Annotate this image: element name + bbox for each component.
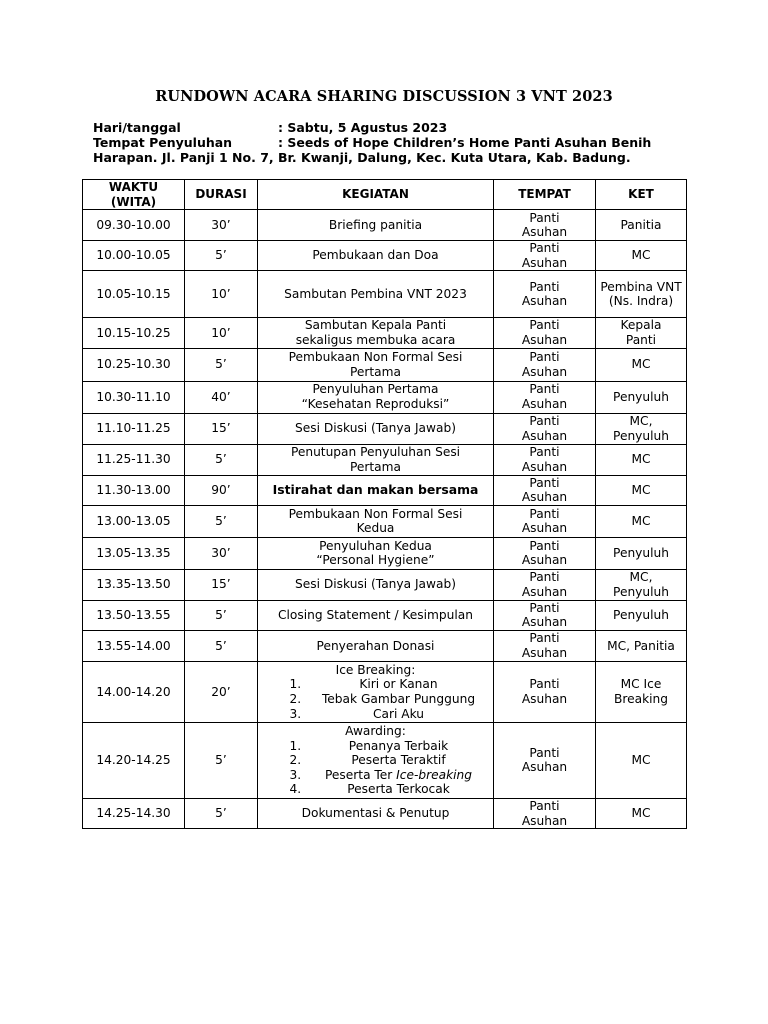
cell-waktu: 13.00-13.05 bbox=[83, 505, 185, 537]
cell-tempat bbox=[494, 569, 596, 600]
cell-durasi: 90’ bbox=[185, 475, 258, 505]
table-row bbox=[83, 475, 687, 505]
cell-kegiatan: Sambutan Pembina VNT 2023 bbox=[258, 271, 494, 318]
cell-tempat-text: Panti Asuhan bbox=[521, 382, 568, 412]
cell-tempat-text: Panti Asuhan bbox=[521, 600, 568, 630]
table-row bbox=[83, 537, 687, 569]
cell-tempat bbox=[494, 413, 596, 444]
header-waktu-text: WAKTU (WITA) bbox=[108, 180, 159, 209]
cell-ket bbox=[596, 413, 687, 444]
rundown-table bbox=[82, 179, 687, 829]
cell-tempat bbox=[494, 661, 596, 722]
cell-kegiatan bbox=[258, 381, 494, 413]
table-row bbox=[83, 661, 687, 722]
cell-kegiatan: Dokumentasi & Penutup bbox=[258, 798, 494, 828]
cell-kegiatan bbox=[258, 444, 494, 475]
cell-tempat bbox=[494, 505, 596, 537]
cell-ket-text: MC, Penyuluh bbox=[613, 570, 669, 599]
cell-kegiatan-text: Penutupan Penyuluhan Sesi Pertama bbox=[290, 444, 461, 474]
cell-ket: MC bbox=[596, 505, 687, 537]
cell-kegiatan-heading: Awarding: bbox=[345, 723, 406, 738]
cell-tempat-text: Panti Asuhan bbox=[521, 349, 568, 379]
cell-ket bbox=[596, 271, 687, 318]
cell-durasi: 10’ bbox=[185, 318, 258, 348]
list-item: 2. Peserta Teraktif bbox=[305, 753, 490, 768]
list-item-italic-text: Ice-breaking bbox=[396, 767, 472, 782]
table-row bbox=[83, 722, 687, 798]
list-item: 1. Penanya Terbaik bbox=[305, 739, 490, 754]
header-durasi: DURASI bbox=[185, 180, 258, 210]
cell-tempat-text: Panti Asuhan bbox=[521, 570, 568, 599]
cell-durasi: 5’ bbox=[185, 722, 258, 798]
cell-tempat-text: Panti Asuhan bbox=[521, 210, 568, 240]
cell-tempat bbox=[494, 798, 596, 828]
cell-tempat bbox=[494, 600, 596, 630]
cell-durasi: 10’ bbox=[185, 271, 258, 318]
cell-tempat bbox=[494, 722, 596, 798]
table-row bbox=[83, 444, 687, 475]
cell-durasi: 15’ bbox=[185, 569, 258, 600]
cell-kegiatan: Briefing panitia bbox=[258, 210, 494, 241]
table-header-row bbox=[83, 180, 687, 210]
list-item: 1. Kiri or Kanan bbox=[305, 677, 490, 692]
cell-tempat bbox=[494, 210, 596, 241]
cell-tempat bbox=[494, 241, 596, 271]
cell-tempat bbox=[494, 444, 596, 475]
cell-kegiatan-text: Pembukaan Non Formal Sesi Kedua bbox=[288, 506, 463, 536]
table-row bbox=[83, 413, 687, 444]
cell-waktu: 14.00-14.20 bbox=[83, 661, 185, 722]
cell-durasi: 5’ bbox=[185, 348, 258, 381]
cell-kegiatan bbox=[258, 537, 494, 569]
cell-waktu: 10.25-10.30 bbox=[83, 348, 185, 381]
cell-durasi: 40’ bbox=[185, 381, 258, 413]
table-row bbox=[83, 318, 687, 348]
cell-waktu: 10.05-10.15 bbox=[83, 271, 185, 318]
list-item bbox=[305, 768, 490, 783]
cell-ket bbox=[596, 661, 687, 722]
cell-durasi: 30’ bbox=[185, 210, 258, 241]
cell-durasi: 5’ bbox=[185, 241, 258, 271]
cell-waktu: 14.20-14.25 bbox=[83, 722, 185, 798]
info-place-value: : Seeds of Hope Children’s Home Panti Asuhan Benih bbox=[278, 135, 652, 150]
cell-kegiatan bbox=[258, 348, 494, 381]
cell-durasi: 5’ bbox=[185, 798, 258, 828]
info-place-cont: Harapan. Jl. Panji 1 No. 7, Br. Kwanji, Dalung, Kec. Kuta Utara, Kab. Badung. bbox=[93, 150, 631, 165]
cell-tempat-text: Panti Asuhan bbox=[521, 798, 568, 828]
cell-waktu: 13.55-14.00 bbox=[83, 630, 185, 661]
cell-tempat-text: Panti Asuhan bbox=[521, 677, 568, 706]
cell-durasi: 5’ bbox=[185, 600, 258, 630]
cell-kegiatan-heading: Ice Breaking: bbox=[335, 662, 416, 677]
header-ket: KET bbox=[596, 180, 687, 210]
cell-tempat-text: Panti Asuhan bbox=[521, 631, 568, 660]
cell-tempat bbox=[494, 475, 596, 505]
table-row bbox=[83, 271, 687, 318]
cell-kegiatan: Istirahat dan makan bersama bbox=[258, 475, 494, 505]
info-date-label: Hari/tanggal bbox=[93, 120, 181, 135]
cell-kegiatan: Sesi Diskusi (Tanya Jawab) bbox=[258, 569, 494, 600]
event-info bbox=[93, 120, 693, 165]
cell-tempat-text: Panti Asuhan bbox=[521, 318, 568, 347]
list-item-text: Peserta Ter bbox=[325, 767, 393, 782]
cell-ket: Penyuluh bbox=[596, 600, 687, 630]
cell-tempat-text: Panti Asuhan bbox=[521, 538, 568, 568]
cell-kegiatan bbox=[258, 505, 494, 537]
header-kegiatan: KEGIATAN bbox=[258, 180, 494, 210]
info-date-value: : Sabtu, 5 Agustus 2023 bbox=[278, 120, 448, 135]
cell-waktu: 11.25-11.30 bbox=[83, 444, 185, 475]
cell-durasi: 5’ bbox=[185, 505, 258, 537]
document-title: RUNDOWN ACARA SHARING DISCUSSION 3 VNT 2023 bbox=[155, 88, 613, 105]
table-row bbox=[83, 630, 687, 661]
cell-kegiatan bbox=[258, 661, 494, 722]
cell-waktu: 11.10-11.25 bbox=[83, 413, 185, 444]
cell-waktu: 10.00-10.05 bbox=[83, 241, 185, 271]
cell-kegiatan: Penyerahan Donasi bbox=[258, 630, 494, 661]
cell-ket: Penyuluh bbox=[596, 381, 687, 413]
cell-waktu: 13.05-13.35 bbox=[83, 537, 185, 569]
cell-tempat-text: Panti Asuhan bbox=[521, 413, 568, 443]
cell-tempat-text: Panti Asuhan bbox=[521, 279, 568, 309]
cell-tempat bbox=[494, 318, 596, 348]
cell-waktu: 13.50-13.55 bbox=[83, 600, 185, 630]
cell-kegiatan-text: Penyuluhan Pertama “Kesehatan Reproduksi” bbox=[301, 382, 450, 412]
cell-waktu: 09.30-10.00 bbox=[83, 210, 185, 241]
cell-ket: Penyuluh bbox=[596, 537, 687, 569]
cell-ket-text: MC, Penyuluh bbox=[613, 413, 669, 443]
cell-ket: MC bbox=[596, 348, 687, 381]
cell-ket: MC bbox=[596, 475, 687, 505]
list-item: 3. Cari Aku bbox=[305, 707, 490, 722]
cell-waktu: 10.30-11.10 bbox=[83, 381, 185, 413]
info-place-row bbox=[93, 135, 693, 150]
cell-ket: MC bbox=[596, 798, 687, 828]
cell-tempat bbox=[494, 537, 596, 569]
cell-durasi: 20’ bbox=[185, 661, 258, 722]
ice-breaking-list bbox=[261, 677, 490, 721]
cell-tempat-text: Panti Asuhan bbox=[521, 241, 568, 270]
header-tempat: TEMPAT bbox=[494, 180, 596, 210]
cell-kegiatan-text: Pembukaan Non Formal Sesi Pertama bbox=[288, 349, 463, 379]
cell-durasi: 5’ bbox=[185, 630, 258, 661]
cell-ket-text: Pembina VNT (Ns. Indra) bbox=[600, 279, 682, 309]
cell-tempat-text: Panti Asuhan bbox=[521, 506, 568, 536]
table-row bbox=[83, 381, 687, 413]
list-item: 2. Tebak Gambar Punggung bbox=[305, 692, 490, 707]
cell-waktu: 10.15-10.25 bbox=[83, 318, 185, 348]
info-place-label: Tempat Penyuluhan bbox=[93, 135, 233, 150]
table-row bbox=[83, 798, 687, 828]
cell-tempat-text: Panti Asuhan bbox=[521, 444, 568, 474]
cell-tempat bbox=[494, 271, 596, 318]
table-row bbox=[83, 348, 687, 381]
table-row bbox=[83, 569, 687, 600]
awarding-list bbox=[261, 739, 490, 797]
cell-ket bbox=[596, 318, 687, 348]
table-row bbox=[83, 210, 687, 241]
cell-tempat bbox=[494, 630, 596, 661]
table-row bbox=[83, 241, 687, 271]
cell-ket-text: Kepala Panti bbox=[620, 318, 662, 347]
header-waktu bbox=[83, 180, 185, 210]
cell-durasi: 15’ bbox=[185, 413, 258, 444]
cell-waktu: 14.25-14.30 bbox=[83, 798, 185, 828]
cell-tempat bbox=[494, 348, 596, 381]
cell-ket bbox=[596, 569, 687, 600]
list-item: 4. Peserta Terkocak bbox=[305, 782, 490, 797]
cell-kegiatan-text: Sambutan Kepala Panti sekaligus membuka acara bbox=[295, 318, 456, 347]
cell-ket: Panitia bbox=[596, 210, 687, 241]
cell-tempat-text: Panti Asuhan bbox=[521, 475, 568, 505]
cell-ket: MC bbox=[596, 241, 687, 271]
table-row bbox=[83, 600, 687, 630]
cell-kegiatan bbox=[258, 318, 494, 348]
cell-durasi: 30’ bbox=[185, 537, 258, 569]
cell-ket-text: MC Ice Breaking bbox=[614, 677, 668, 706]
cell-kegiatan: Closing Statement / Kesimpulan bbox=[258, 600, 494, 630]
cell-durasi: 5’ bbox=[185, 444, 258, 475]
cell-ket: MC bbox=[596, 444, 687, 475]
cell-kegiatan-text: Penyuluhan Kedua “Personal Hygiene” bbox=[316, 538, 435, 568]
table-row bbox=[83, 505, 687, 537]
cell-kegiatan: Sesi Diskusi (Tanya Jawab) bbox=[258, 413, 494, 444]
cell-waktu: 11.30-13.00 bbox=[83, 475, 185, 505]
cell-tempat bbox=[494, 381, 596, 413]
cell-kegiatan bbox=[258, 722, 494, 798]
cell-ket: MC, Panitia bbox=[596, 630, 687, 661]
cell-ket: MC bbox=[596, 722, 687, 798]
cell-waktu: 13.35-13.50 bbox=[83, 569, 185, 600]
cell-kegiatan: Pembukaan dan Doa bbox=[258, 241, 494, 271]
info-date-row bbox=[93, 120, 693, 135]
cell-tempat-text: Panti Asuhan bbox=[521, 745, 568, 775]
